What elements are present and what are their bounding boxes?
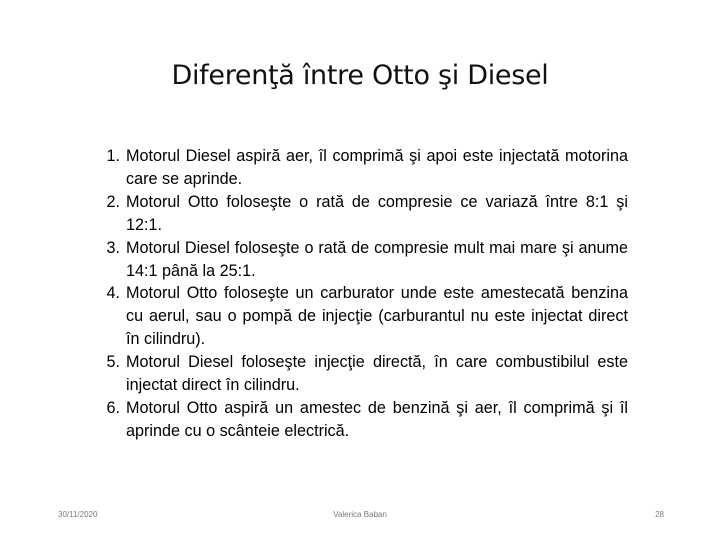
slide-title: Diferenţă între Otto şi Diesel bbox=[171, 60, 549, 91]
list-item bbox=[92, 145, 628, 191]
list-item bbox=[92, 282, 628, 351]
list-item-number: 1. bbox=[106, 147, 120, 165]
list-item-number: 6. bbox=[106, 398, 120, 417]
list-item-text: Motorul Diesel foloseşte o rată de compresie mult mai mare şi anume 14:1 până la 25:1. bbox=[126, 238, 628, 280]
comparison-list bbox=[92, 145, 628, 443]
list-item-text: Motorul Diesel aspiră aer, îl comprimă şi apoi este injectată motorina care se aprinde. bbox=[126, 147, 628, 188]
list-item-text: Motorul Otto aspiră un amestec de benzină şi aer, îl comprimă şi îl aprinde cu o scânteie electrică. bbox=[126, 398, 628, 440]
list-item-text: Motorul Otto foloseşte un carburator unde este amestecată benzina cu aerul, sau o pompă de injecţie (carburantul nu este injectat direct în cilindru). bbox=[126, 284, 628, 349]
footer-page-number: 28 bbox=[655, 510, 664, 519]
list-item-number: 5. bbox=[106, 353, 120, 372]
list-item bbox=[92, 351, 628, 397]
list-item-number: 2. bbox=[106, 192, 120, 211]
list-item-number: 3. bbox=[106, 238, 120, 257]
list-item bbox=[92, 237, 628, 283]
footer-date: 30/11/2020 bbox=[58, 510, 98, 519]
list-item-number: 4. bbox=[106, 284, 120, 303]
list-item-text: Motorul Otto foloseşte o rată de compresie ce variază între 8:1 şi 12:1. bbox=[126, 192, 628, 234]
list-item bbox=[92, 397, 628, 443]
footer-author: Valerica Baban bbox=[333, 510, 387, 519]
list-item bbox=[92, 191, 628, 237]
list-item-text: Motorul Diesel foloseşte injecţie directă, în care combustibilul este injectat direct în cilindru. bbox=[126, 353, 628, 395]
